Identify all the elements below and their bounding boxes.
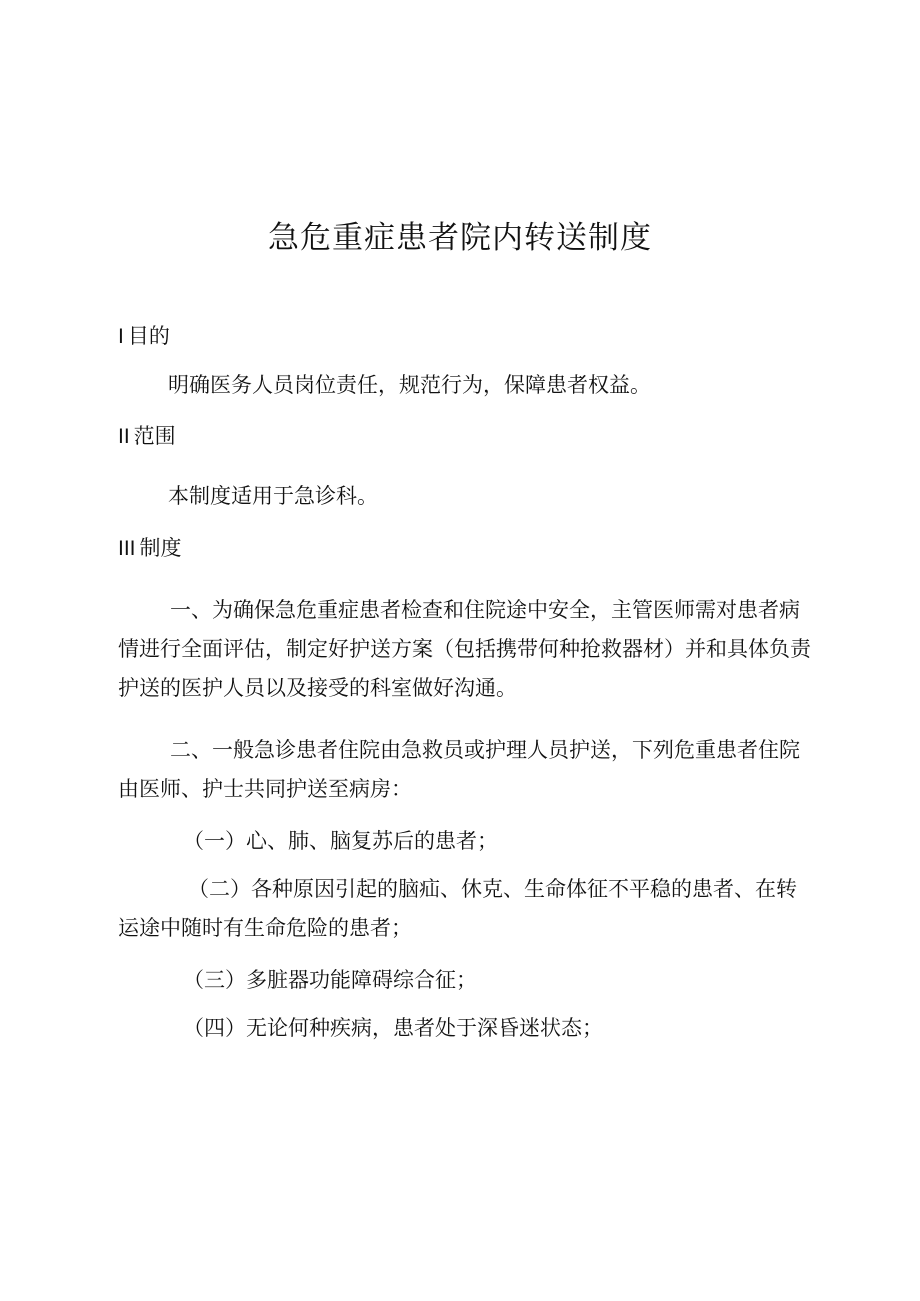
section-title: 制度 (139, 536, 182, 560)
section-title: 范围 (133, 424, 176, 448)
policy-subitem-1: （一）心、肺、脑复苏后的患者； (183, 829, 498, 853)
policy-clause-2: 二、一般急诊患者住院由急救员或护理人员护送，下列危重患者住院由医师、护士共同护送至病房： (118, 738, 800, 801)
section-number: II (118, 425, 130, 448)
section-number: III (118, 537, 136, 560)
policy-subitem-4: （四）无论何种疾病，患者处于深昏迷状态； (183, 1016, 603, 1040)
section-number: I (118, 325, 124, 348)
policy-clause-1: 一、为确保急危重症患者检查和住院途中安全，主管医师需对患者病情进行全面评估，制定好护送方案（包括携带何种抢救器材）并和具体负责护送的医护人员以及接受的科室做好沟通。 (118, 598, 811, 700)
policy-subitem-3: （三）多脏器功能障碍综合征； (183, 968, 477, 992)
section-body-scope: 本制度适用于急诊科。 (168, 484, 378, 508)
document-title: 急危重症患者院内转送制度 (268, 220, 652, 256)
section-heading-policy (118, 533, 182, 564)
policy-subitem-2: （二）各种原因引起的脑疝、休克、生命体征不平稳的患者、在转运途中随时有生命危险的患者； (118, 877, 797, 940)
section-title: 目的 (127, 324, 170, 348)
section-heading-purpose (118, 321, 170, 352)
section-heading-scope (118, 421, 176, 452)
section-body-purpose: 明确医务人员岗位责任，规范行为，保障患者权益。 (168, 373, 651, 397)
